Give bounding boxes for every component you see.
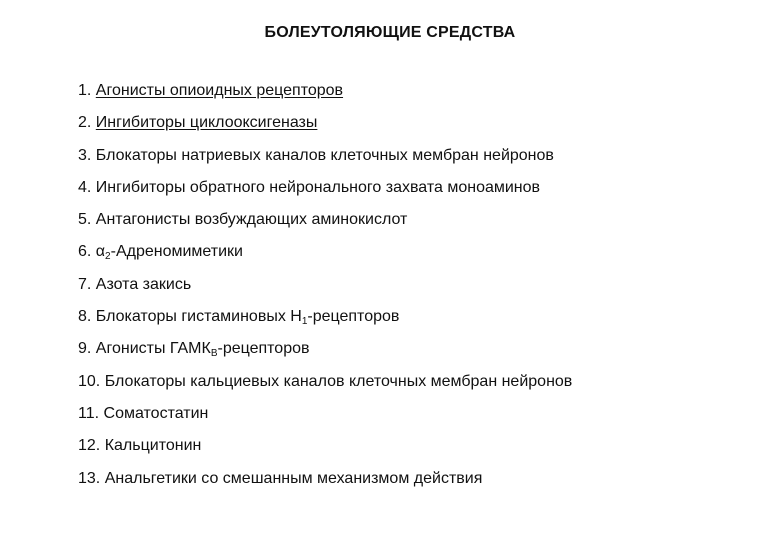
list-item-6 [78, 242, 768, 274]
slide-title: БОЛЕУТОЛЯЮЩИЕ СРЕДСТВА [264, 24, 516, 41]
item-text: Ингибиторы обратного нейронального захвата моноаминов [95, 178, 541, 196]
list-item-5 [78, 210, 768, 242]
item-number: 1. [78, 82, 92, 99]
item-number: 13. [78, 469, 101, 487]
item-text: Блокаторы кальциевых каналов клеточных мембран нейронов [104, 372, 573, 390]
list-item-2 [78, 113, 768, 145]
item-number: 9. [78, 340, 92, 358]
item-text: Кальцитонин [104, 437, 202, 455]
list-item-10 [78, 372, 768, 404]
list-item-9 [78, 339, 768, 371]
alpha-symbol: α [95, 243, 106, 261]
item-text-pre: Блокаторы гистаминовых Н [95, 308, 302, 326]
item-text [95, 308, 400, 328]
item-number: 8. [78, 308, 92, 326]
item-text-rest: -рецепторов [217, 340, 310, 358]
list-item-12 [78, 436, 768, 468]
item-text [95, 340, 310, 360]
item-text-pre: Агонисты ГАМК [95, 340, 211, 358]
item-text: Анальгетики со смешанным механизмом действия [104, 469, 483, 487]
item-text: Антагонисты возбуждающих аминокислот [95, 211, 408, 229]
subscript: 2 [105, 251, 111, 263]
subscript: B [210, 348, 218, 360]
list-item-11 [78, 404, 768, 436]
item-number: 4. [78, 178, 92, 196]
list-item-4 [78, 178, 768, 210]
item-text: Агонисты опиоидных рецепторов [95, 82, 344, 99]
item-text: Азота закись [95, 275, 192, 293]
list-item-3 [78, 146, 768, 178]
subscript: 1 [301, 316, 308, 328]
item-text: Ингибиторы циклооксигеназы [95, 114, 318, 132]
item-number: 3. [78, 146, 92, 164]
list-item-1 [78, 81, 768, 113]
list-item-13 [78, 469, 768, 501]
item-text-rest: -рецепторов [307, 308, 400, 326]
list-item-8 [78, 307, 768, 339]
list-item-7 [78, 275, 768, 307]
analgesics-list [78, 81, 768, 501]
item-number: 11. [78, 404, 100, 422]
item-text: Блокаторы натриевых каналов клеточных мембран нейронов [95, 146, 554, 164]
item-number: 12. [78, 437, 101, 455]
item-text [95, 243, 243, 263]
item-number: 5. [78, 211, 92, 229]
item-text-rest: -Адреномиметики [110, 243, 243, 261]
item-text: Соматостатин [103, 404, 209, 422]
item-number: 6. [78, 243, 92, 261]
item-number: 7. [78, 275, 92, 293]
item-number: 10. [78, 372, 101, 390]
item-number: 2. [78, 114, 92, 132]
